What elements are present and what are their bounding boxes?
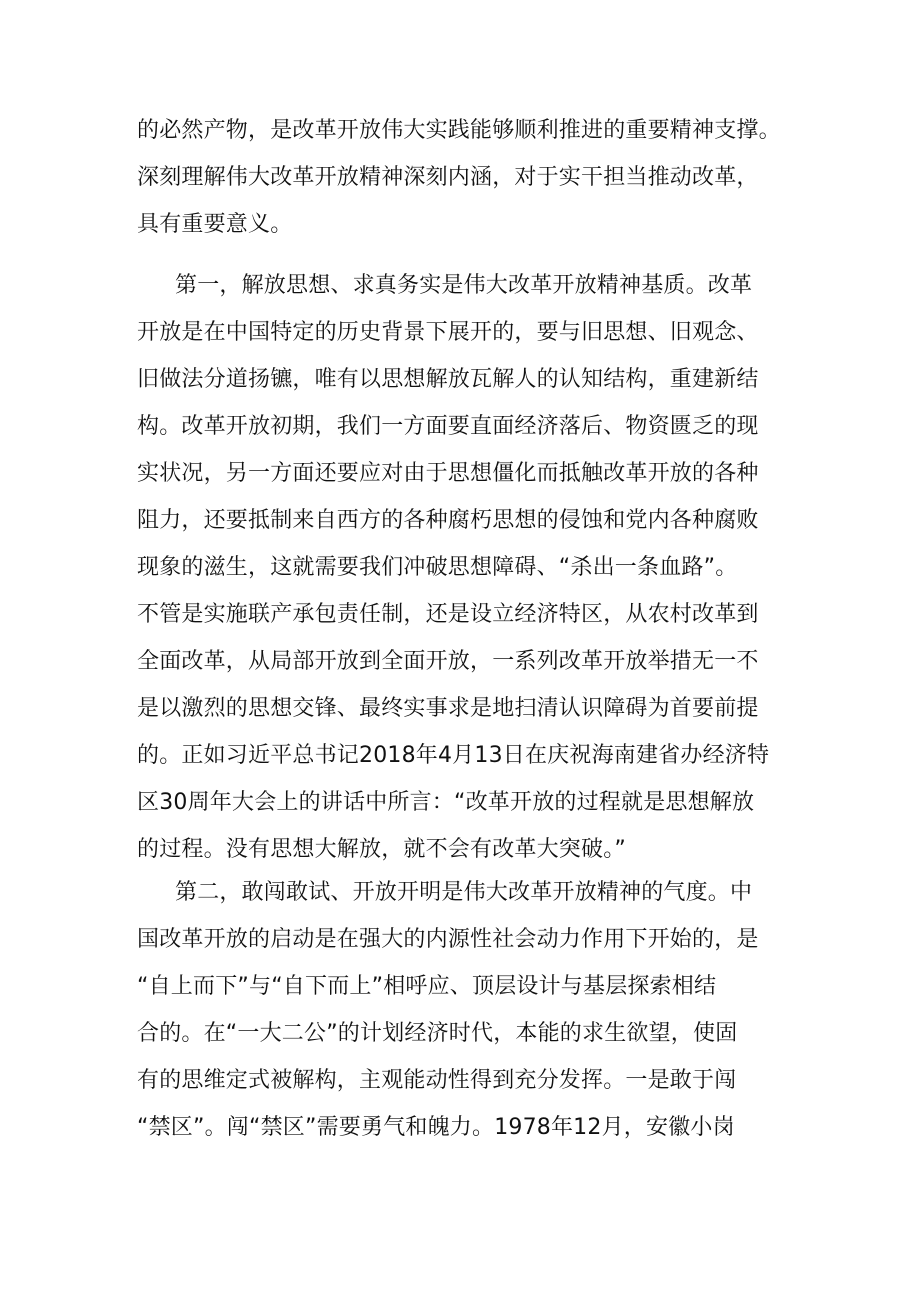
text-line: 国改革开放的启动是在强大的内源性社会动力作用下开始的，是 — [137, 927, 759, 952]
text-line: 有的思维定式被解构，主观能动性得到充分发挥。一是敢于闯 — [137, 1068, 737, 1093]
text-line: 阻力，还要抵制来自西方的各种腐朽思想的侵蚀和党内各种腐败 — [137, 508, 759, 533]
text-line: 是以激烈的思想交锋、最终实事求是地扫清认识障碍为首要前提 — [137, 696, 759, 721]
text-line: 旧做法分道扬镳，唯有以思想解放瓦解人的认知结构，重建新结 — [137, 367, 759, 392]
text-line: “禁区”。闯“禁区”需要勇气和魄力。1978年12月，安徽小岗 — [137, 1115, 735, 1140]
text-line: 的。正如习近平总书记2018年4月13日在庆祝海南建省办经济特 — [137, 743, 770, 768]
text-line: 合的。在“一大二公”的计划经济时代，本能的求生欲望，使固 — [137, 1021, 738, 1046]
paragraph-first-point — [137, 262, 817, 873]
text-line: 不管是实施联产承包责任制，还是设立经济特区，从农村改革到 — [137, 602, 759, 627]
paragraph-second-point — [137, 869, 817, 1151]
text-line: 全面改革，从局部开放到全面开放，一系列改革开放举措无一不 — [137, 649, 759, 674]
text-line: “自上而下”与“自下而上”相呼应、顶层设计与基层探索相结 — [137, 974, 717, 999]
text-line: 具有重要意义。 — [137, 212, 293, 237]
text-line: 的必然产物，是改革开放伟大实践能够顺利推进的重要精神支撑。 — [137, 118, 781, 143]
text-line: 现象的滋生，这就需要我们冲破思想障碍、“杀出一条血路”。 — [137, 555, 738, 580]
text-line: 深刻理解伟大改革开放精神深刻内涵，对于实干担当推动改革， — [137, 165, 759, 190]
text-line: 的过程。没有思想大解放，就不会有改革大突破。” — [137, 837, 626, 862]
text-line: 第一，解放思想、求真务实是伟大改革开放精神基质。改革 — [175, 273, 753, 298]
text-line: 区30周年大会上的讲话中所言：“改革开放的过程就是思想解放 — [137, 790, 755, 815]
text-line: 第二，敢闯敢试、开放开明是伟大改革开放精神的气度。中 — [175, 880, 753, 905]
text-line: 构。改革开放初期，我们一方面要直面经济落后、物资匮乏的现 — [137, 414, 759, 439]
text-line: 实状况，另一方面还要应对由于思想僵化而抵触改革开放的各种 — [137, 461, 759, 486]
paragraph-continuation — [137, 107, 817, 248]
text-line: 开放是在中国特定的历史背景下展开的，要与旧思想、旧观念、 — [137, 320, 759, 345]
